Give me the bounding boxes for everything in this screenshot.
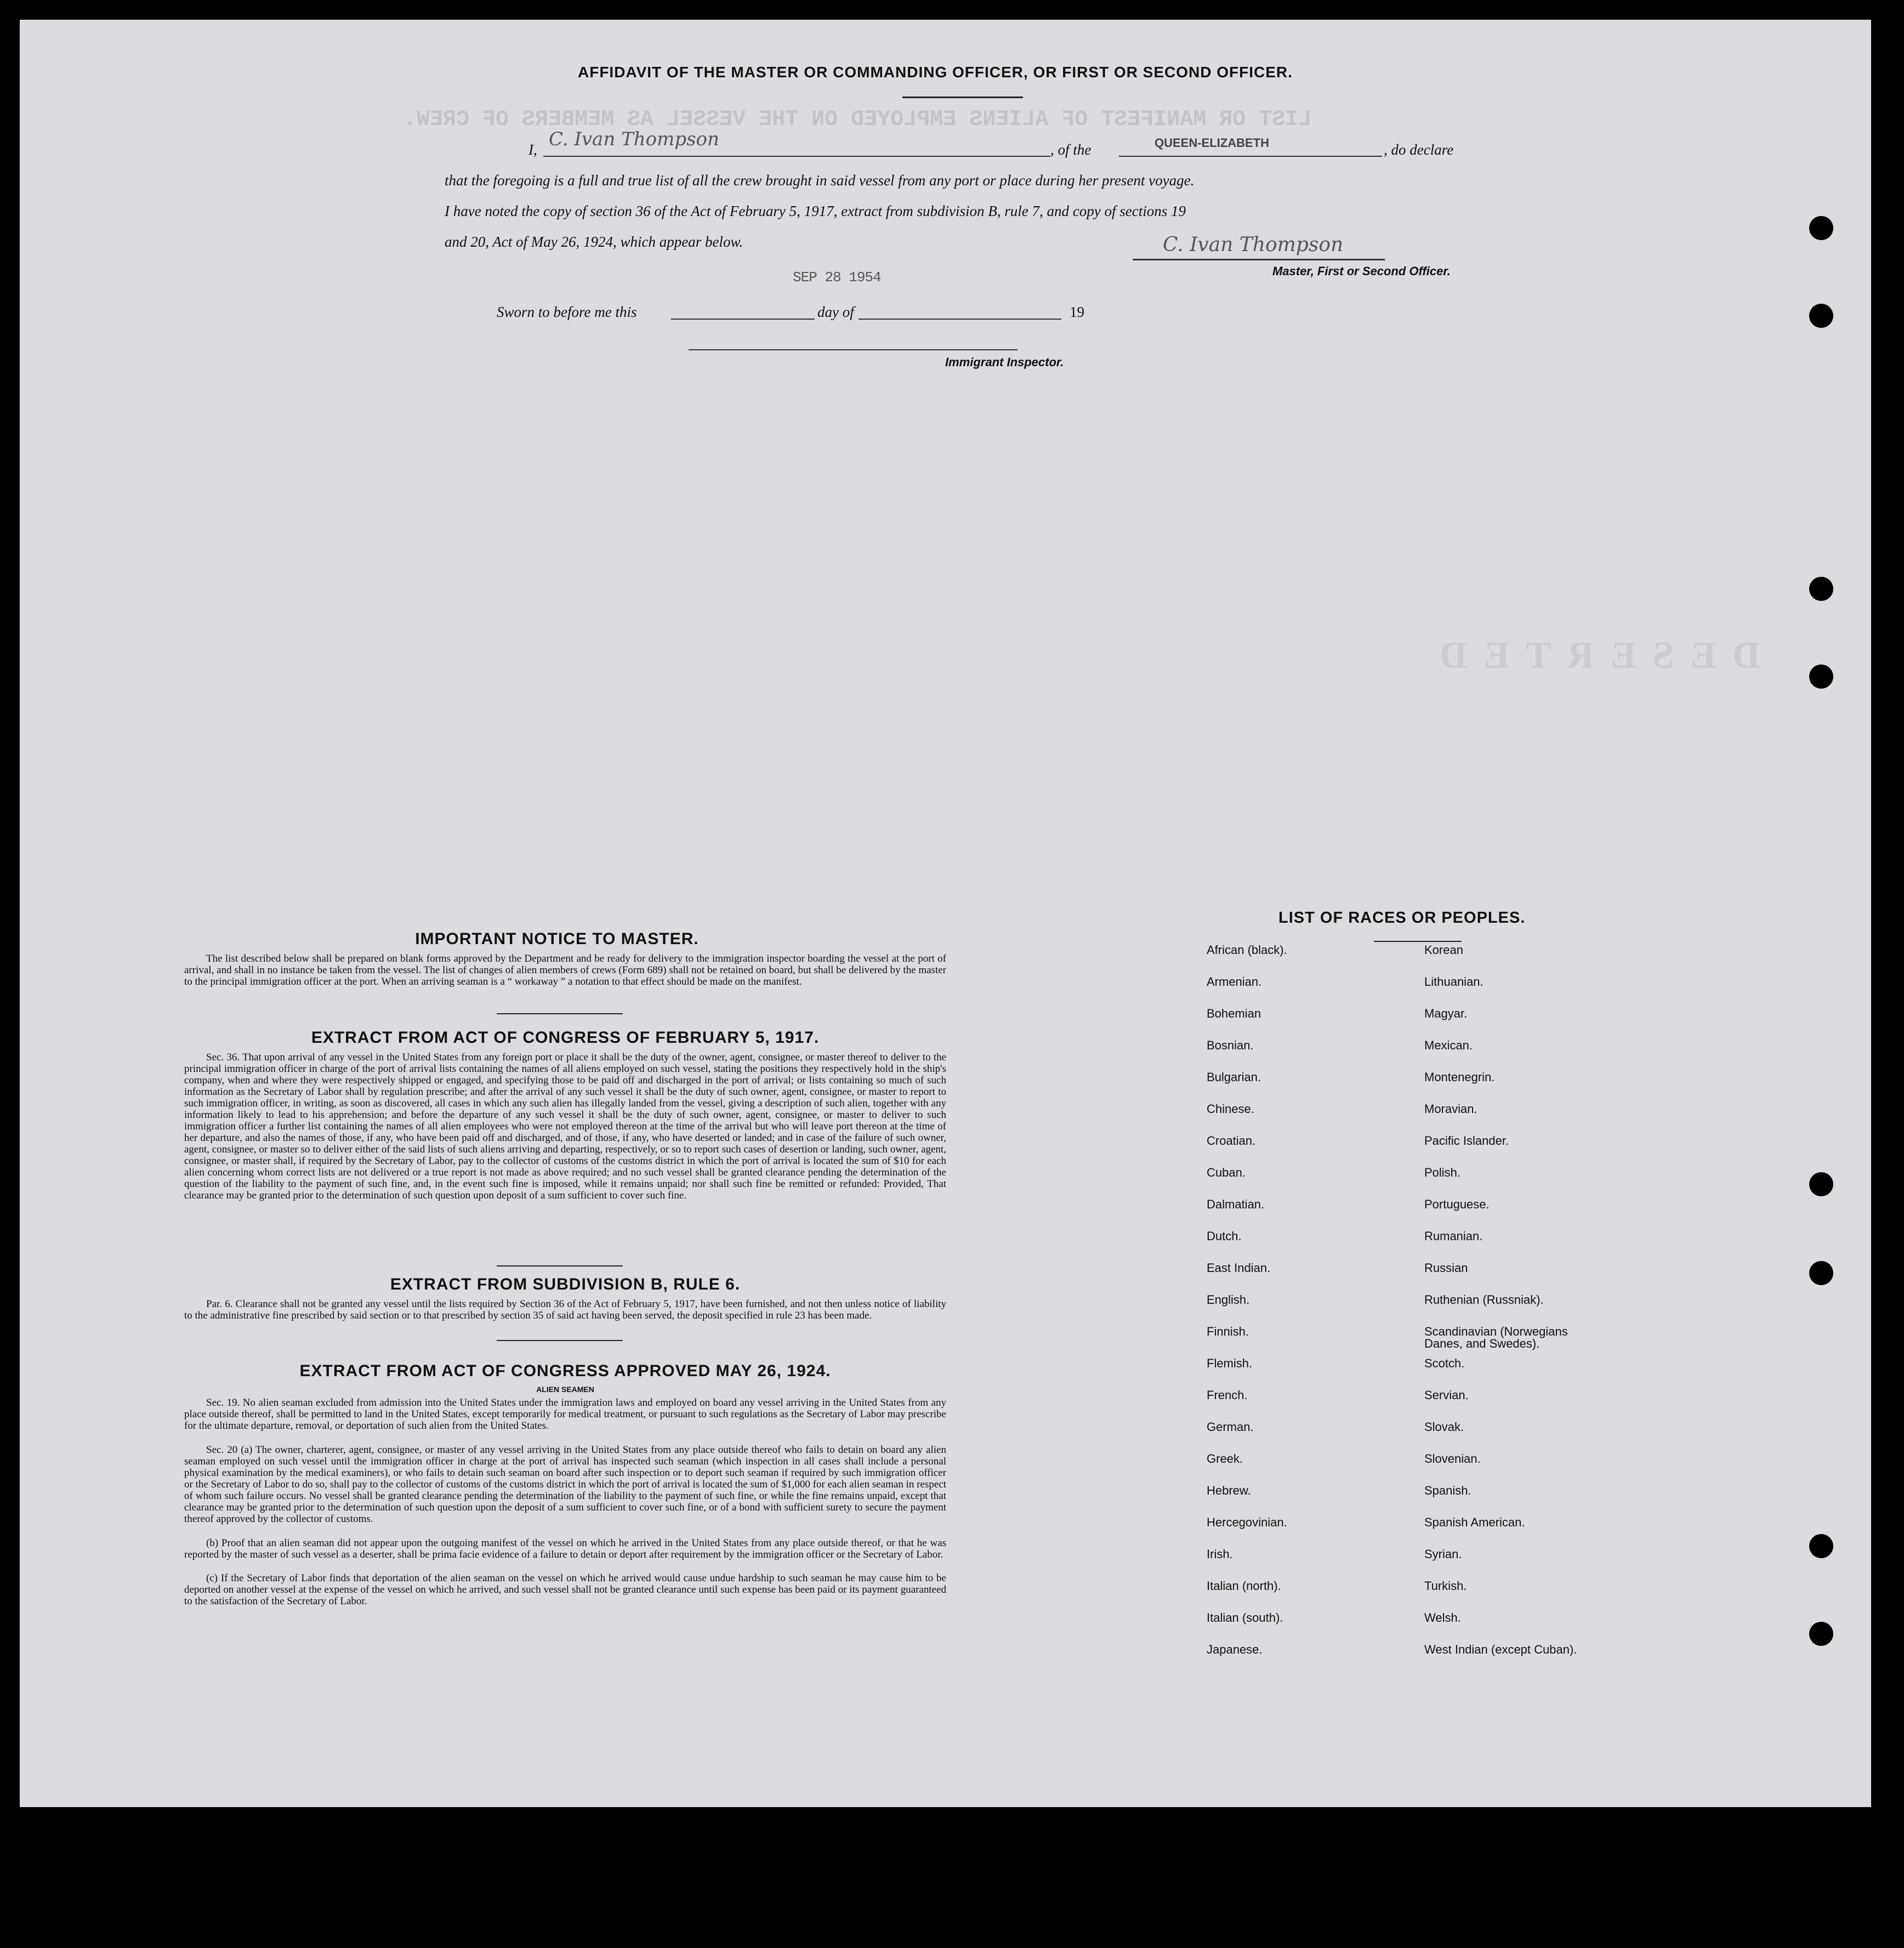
race-item: Mexican.	[1424, 1038, 1473, 1052]
bleed-through-stamp: DESERTED	[1423, 634, 1760, 677]
punch-hole	[1809, 577, 1833, 601]
extract-1917-title: EXTRACT FROM ACT OF CONGRESS OF FEBRUARY 5, 1917.	[311, 1029, 820, 1047]
race-item: Italian (north).	[1207, 1579, 1281, 1593]
signature-caption: Master, First or Second Officer.	[1272, 264, 1451, 278]
name-line	[543, 156, 1050, 157]
race-item: Portuguese.	[1424, 1197, 1490, 1211]
rule-6-text: Par. 6. Clearance shall not be granted any vessel until the lists required by Section 36 of the Act of February 5, 1917, have been furnished, and not then unless notice of liability to the administrative fine prescribed by said section or to that prescribed by section 35 of said act having been served, the deposit specified in rule 23 has been made.	[184, 1298, 946, 1321]
punch-hole	[1809, 1172, 1833, 1196]
race-item: Bulgarian.	[1207, 1070, 1261, 1084]
sec-20b-text: (b) Proof that an alien seaman did not appear upon the outgoing manifest of the vessel on which he arrived in the United States from any place outside thereof, or that he was reported by the master of such vessel as a deserter, shall be prima facie evidence of a failure to detain or deport after requirement by the immigration officer or the Secretary of Labor.	[184, 1537, 946, 1560]
sec-19-text: Sec. 19. No alien seaman excluded from admission into the United States under the immigration laws and employed on board any vessel arriving in the United States from any place outside thereof, shall be permitted to land in the United States, except temporarily for medical treatment, or pursuant to such regulations as the Secretary of Labor may prescribe for the ultimate departure, removal, or deportation of such alien from the United States.	[184, 1397, 946, 1432]
race-item: Scotch.	[1424, 1356, 1465, 1370]
race-item: German.	[1207, 1420, 1254, 1434]
race-item: African (black).	[1207, 943, 1287, 957]
of-the-label: , of the	[1050, 141, 1092, 158]
signature-line	[1133, 259, 1385, 260]
race-item: Greek.	[1207, 1452, 1243, 1466]
race-item: Japanese.	[1207, 1643, 1263, 1656]
race-item: Croatian.	[1207, 1134, 1256, 1148]
vessel-name: QUEEN-ELIZABETH	[1155, 136, 1269, 150]
race-item: Flemish.	[1207, 1356, 1253, 1370]
divider	[1374, 941, 1462, 942]
notice-text: The list described below shall be prepared on blank forms approved by the Department and be ready for delivery to the immigration inspector boarding the vessel at the port of arrival, and shall in no instance be taken from the vessel. The list of changes of alien members of crews (Form 689) shall not be retained on board, but shall be delivered by the master to the principal immigration officer at the port. When an arriving seaman is a “ workaway ” a notation to that effect should be made on the manifest.	[184, 953, 946, 987]
extract-1924-title: EXTRACT FROM ACT OF CONGRESS APPROVED MAY 26, 1924.	[299, 1362, 831, 1380]
do-declare-label: , do declare	[1384, 141, 1454, 158]
extract-1917-text: Sec. 36. That upon arrival of any vessel in the United States from any foreign port or place it shall be the duty of the owner, agent, consignee, or master thereof to deliver to the principal immigration officer in charge of the port of arrival lists containing the names of all aliens employed on such vessel, stating the positions they respectively hold in the ship's company, when and where they were respectively shipped or engaged, and specifying those to be paid off and discharged in the port of arrival; or lists containing so much of such information as the Secretary of Labor shall by regulation prescribe; and after the arrival of any such vessel it shall be the duty of such owner, agent, consignee, or master to report to such immigration officer, in writing, as soon as discovered, all cases in which any such alien has illegally landed from the vessel, giving a description of such alien, together with any information likely to lead to his apprehension; and before the departure of any such vessel it shall be the duty of such owner, agent, consignee, or master to deliver to such immigration officer a further list containing the names of all alien employees who were not employed thereon at the time of the arrival but who will leave port thereon at the time of her departure, and also the names of those, if any, who have been paid off and discharged, and of those, if any, who have deserted or landed; and in case of the failure of such owner, agent, consignee, or master so to deliver either of the said lists of such aliens arriving and departing, respectively, or so to report such cases of desertion or landing, such owner, agent, consignee, or master shall, if required by the Secretary of Labor, pay to the collector of customs of the customs district in which the port of arrival is located the sum of $10 for each alien concerning whom correct lists are not delivered or a true report is not made as above required; and no such vessel shall be granted clearance pending the determination of the question of the liability to the payment of such fine, and, in the event such fine is imposed, while it remains unpaid; nor shall such fine be remitted or refunded: Provided, That clearance may be granted prior to the determination of such question upon deposit of a sum sufficient to cover such fine.	[184, 1052, 946, 1201]
race-item: English.	[1207, 1293, 1250, 1307]
race-item: Dutch.	[1207, 1229, 1242, 1243]
race-item: Polish.	[1424, 1166, 1461, 1179]
sec-20a-text: Sec. 20 (a) The owner, charterer, agent, consignee, or master of any vessel arriving in the United States from any place outside thereof who fails to detain on board any alien seaman employed on such vessel until the immigration officer in charge at the port of arrival has inspected such seaman (which inspection in all cases shall include a personal physical examination by the medical examiners), or who fails to detain such seaman on board after such inspection or to deport such seaman if required by such immigration officer or the Secretary of Labor to do so, shall pay to the collector of customs of the customs district in which the port of arrival is located the sum of $1,000 for each alien seaman in respect of whom such failure occurs. No vessel shall be granted clearance pending the determination of the liability to the payment of such fine, or while the fine remains unpaid, except that clearance may be granted prior to the determination of such question upon the deposit of a sum sufficient to cover such fine, or of a bond with sufficient surety to secure the payment thereof approved by the collector of customs.	[184, 1444, 946, 1525]
sworn-day-line	[671, 319, 815, 320]
punch-hole	[1809, 304, 1833, 328]
race-item: Chinese.	[1207, 1102, 1254, 1116]
punch-hole	[1809, 665, 1833, 689]
affidavit-line-4: and 20, Act of May 26, 1924, which appear below.	[445, 234, 743, 250]
document-page	[20, 20, 1871, 1807]
race-item: Spanish.	[1424, 1484, 1471, 1497]
races-title: LIST OF RACES OR PEOPLES.	[1278, 909, 1526, 927]
race-item: Bohemian	[1207, 1007, 1261, 1020]
race-item: Turkish.	[1424, 1579, 1467, 1593]
race-item: Korean	[1424, 943, 1463, 957]
race-item: Ruthenian (Russniak).	[1424, 1293, 1544, 1307]
notice-title: IMPORTANT NOTICE TO MASTER.	[415, 930, 699, 948]
sworn-label: Sworn to before me this	[497, 304, 637, 320]
race-item: Finnish.	[1207, 1325, 1249, 1338]
race-item: Hebrew.	[1207, 1484, 1251, 1497]
race-item: Bosnian.	[1207, 1038, 1254, 1052]
race-item: Cuban.	[1207, 1166, 1246, 1179]
race-item: West Indian (except Cuban).	[1424, 1643, 1577, 1656]
punch-hole	[1809, 1622, 1833, 1646]
race-item: Moravian.	[1424, 1102, 1477, 1116]
divider	[497, 1013, 623, 1014]
signer-name: C. Ivan Thompson	[549, 128, 719, 150]
punch-hole	[1809, 216, 1833, 240]
affidavit-line-2: that the foregoing is a full and true list of all the crew brought in said vessel from any port or place during her present voyage.	[445, 172, 1195, 189]
divider	[497, 1265, 623, 1267]
race-item: Syrian.	[1424, 1547, 1462, 1561]
i-label: I,	[528, 141, 537, 158]
punch-hole	[1809, 1534, 1833, 1558]
affidavit-line-3: I have noted the copy of section 36 of the Act of February 5, 1917, extract from subdivision B, rule 7, and copy of sections 19	[445, 203, 1186, 219]
race-item: Rumanian.	[1424, 1229, 1483, 1243]
affidavit-title: AFFIDAVIT OF THE MASTER OR COMMANDING OFFICER, OR FIRST OR SECOND OFFICER.	[578, 64, 1293, 81]
race-item: Russian	[1424, 1261, 1468, 1275]
race-item: Scandinavian (Norwegians Danes, and Swedes).	[1424, 1325, 1568, 1350]
divider	[497, 1340, 623, 1341]
race-item: Pacific Islander.	[1424, 1134, 1509, 1148]
race-item: Armenian.	[1207, 975, 1262, 989]
race-item: Irish.	[1207, 1547, 1233, 1561]
race-item: Dalmatian.	[1207, 1197, 1265, 1211]
race-item: Magyar.	[1424, 1007, 1468, 1020]
inspector-caption: Immigrant Inspector.	[945, 355, 1064, 369]
race-item: East Indian.	[1207, 1261, 1271, 1275]
year-label: 19	[1070, 304, 1084, 320]
extract-1924-subtitle: ALIEN SEAMEN	[536, 1385, 594, 1394]
day-of-label: day of	[817, 304, 854, 320]
race-item: Spanish American.	[1424, 1515, 1525, 1529]
date-stamp: SEP 28 1954	[793, 269, 881, 286]
divider	[902, 96, 1023, 98]
sworn-month-line	[859, 319, 1061, 320]
race-item: Slovenian.	[1424, 1452, 1481, 1466]
race-item: Lithuanian.	[1424, 975, 1484, 989]
rule-6-title: EXTRACT FROM SUBDIVISION B, RULE 6.	[390, 1275, 741, 1293]
race-item: Servian.	[1424, 1388, 1469, 1402]
race-item: Slovak.	[1424, 1420, 1464, 1434]
inspector-line	[689, 349, 1018, 350]
punch-hole	[1809, 1261, 1833, 1285]
race-item: Welsh.	[1424, 1611, 1461, 1625]
race-item: Italian (south).	[1207, 1611, 1283, 1625]
race-item: French.	[1207, 1388, 1248, 1402]
race-item: Montenegrin.	[1424, 1070, 1495, 1084]
race-item: Hercegovinian.	[1207, 1515, 1287, 1529]
bleed-through-header: LIST OR MANIFEST OF ALIENS EMPLOYED ON THE VESSEL AS MEMBERS OF CREW.	[403, 107, 1312, 132]
sec-20c-text: (c) If the Secretary of Labor finds that deportation of the alien seaman on the vessel on which he arrived would cause undue hardship to such seaman he may cause him to be deported on another vessel at the expense of the vessel on which he arrived, and such vessel shall not be granted clearance until such expense has been paid or its payment guaranteed to the satisfaction of the Secretary of Labor.	[184, 1572, 946, 1607]
master-signature: C. Ivan Thompson	[1163, 234, 1344, 256]
vessel-line	[1119, 156, 1382, 157]
